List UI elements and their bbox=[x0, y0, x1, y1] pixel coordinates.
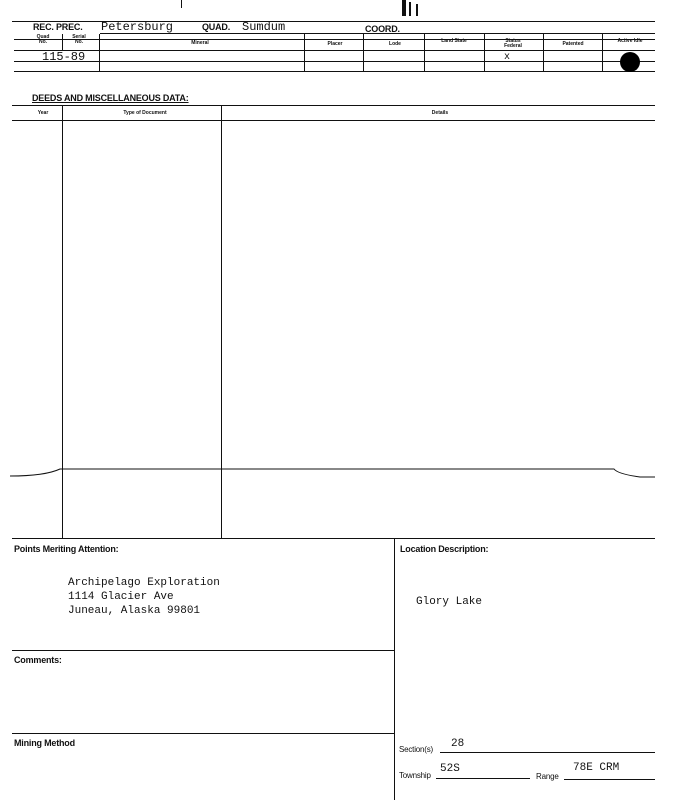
points-line-3: Juneau, Alaska 99801 bbox=[68, 605, 201, 617]
col-divider bbox=[363, 34, 364, 71]
range-label: Range bbox=[536, 772, 559, 781]
binding-mark bbox=[416, 4, 418, 16]
points-label: Points Meriting Attention: bbox=[14, 544, 119, 554]
comments-rule bbox=[12, 650, 394, 651]
value-row-mid-rule bbox=[14, 61, 655, 62]
col-mineral: Mineral bbox=[191, 40, 209, 46]
header-underline bbox=[100, 33, 655, 34]
col-divider bbox=[304, 34, 305, 71]
col-placer: Placer bbox=[327, 41, 343, 47]
rec-prec-label: REC. PREC. bbox=[33, 22, 83, 32]
col-divider bbox=[602, 34, 603, 71]
col-details: Details bbox=[431, 110, 449, 116]
rec-prec-value: Petersburg bbox=[101, 20, 174, 34]
township-label: Township bbox=[399, 771, 431, 780]
col-divider bbox=[99, 34, 100, 71]
mining-label: Mining Method bbox=[14, 738, 75, 748]
col-year: Year bbox=[37, 110, 49, 116]
section-line bbox=[440, 752, 655, 753]
federal-mark: x bbox=[504, 52, 511, 63]
comments-label: Comments: bbox=[14, 655, 62, 665]
deeds-header-rule bbox=[12, 120, 655, 121]
col-divider bbox=[62, 34, 63, 50]
range-value: 78E CRM bbox=[573, 762, 620, 774]
hole-punch bbox=[620, 52, 640, 72]
section-label: Section(s) bbox=[399, 745, 434, 754]
col-land-state: Land State bbox=[441, 38, 467, 44]
col-type-of-document: Type of Document bbox=[123, 110, 167, 116]
col-quad-no: Quad No. bbox=[36, 34, 50, 45]
range-line bbox=[564, 779, 655, 780]
col-status-federal: Status Federal bbox=[504, 38, 522, 49]
col-divider bbox=[424, 34, 425, 71]
top-tick bbox=[181, 0, 182, 8]
township-line bbox=[436, 778, 530, 779]
coord-label: COORD. bbox=[365, 24, 400, 34]
col-divider bbox=[543, 34, 544, 71]
header-rule bbox=[12, 21, 655, 22]
binding-mark bbox=[402, 0, 406, 16]
col-lode: Lode bbox=[389, 41, 401, 47]
col-divider bbox=[484, 34, 485, 71]
value-row-top-rule bbox=[14, 50, 655, 51]
deeds-top-rule bbox=[12, 105, 655, 106]
fold-line bbox=[0, 462, 678, 486]
column-header-rule bbox=[14, 39, 655, 40]
location-label: Location Description: bbox=[400, 544, 489, 554]
col-serial-no: Serial No. bbox=[72, 34, 86, 45]
location-value: Glory Lake bbox=[416, 596, 483, 608]
value-row-bottom-rule bbox=[14, 71, 655, 72]
mining-rule bbox=[12, 733, 394, 734]
points-line-1: Archipelago Exploration bbox=[68, 577, 220, 589]
bottom-divider bbox=[394, 538, 395, 800]
bottom-top-rule bbox=[12, 538, 655, 539]
col-patented: Patented bbox=[562, 41, 584, 47]
deeds-title: DEEDS AND MISCELLANEOUS DATA: bbox=[32, 93, 189, 103]
section-value: 28 bbox=[451, 738, 465, 750]
quad-serial-value: 115-89 bbox=[42, 50, 86, 64]
col-active-idle: Active Idle bbox=[617, 38, 643, 44]
binding-mark bbox=[409, 2, 411, 16]
points-line-2: 1114 Glacier Ave bbox=[68, 591, 174, 603]
township-value: 52S bbox=[440, 763, 460, 775]
quad-label: QUAD. bbox=[202, 22, 230, 32]
quad-value: Sumdum bbox=[242, 20, 286, 34]
